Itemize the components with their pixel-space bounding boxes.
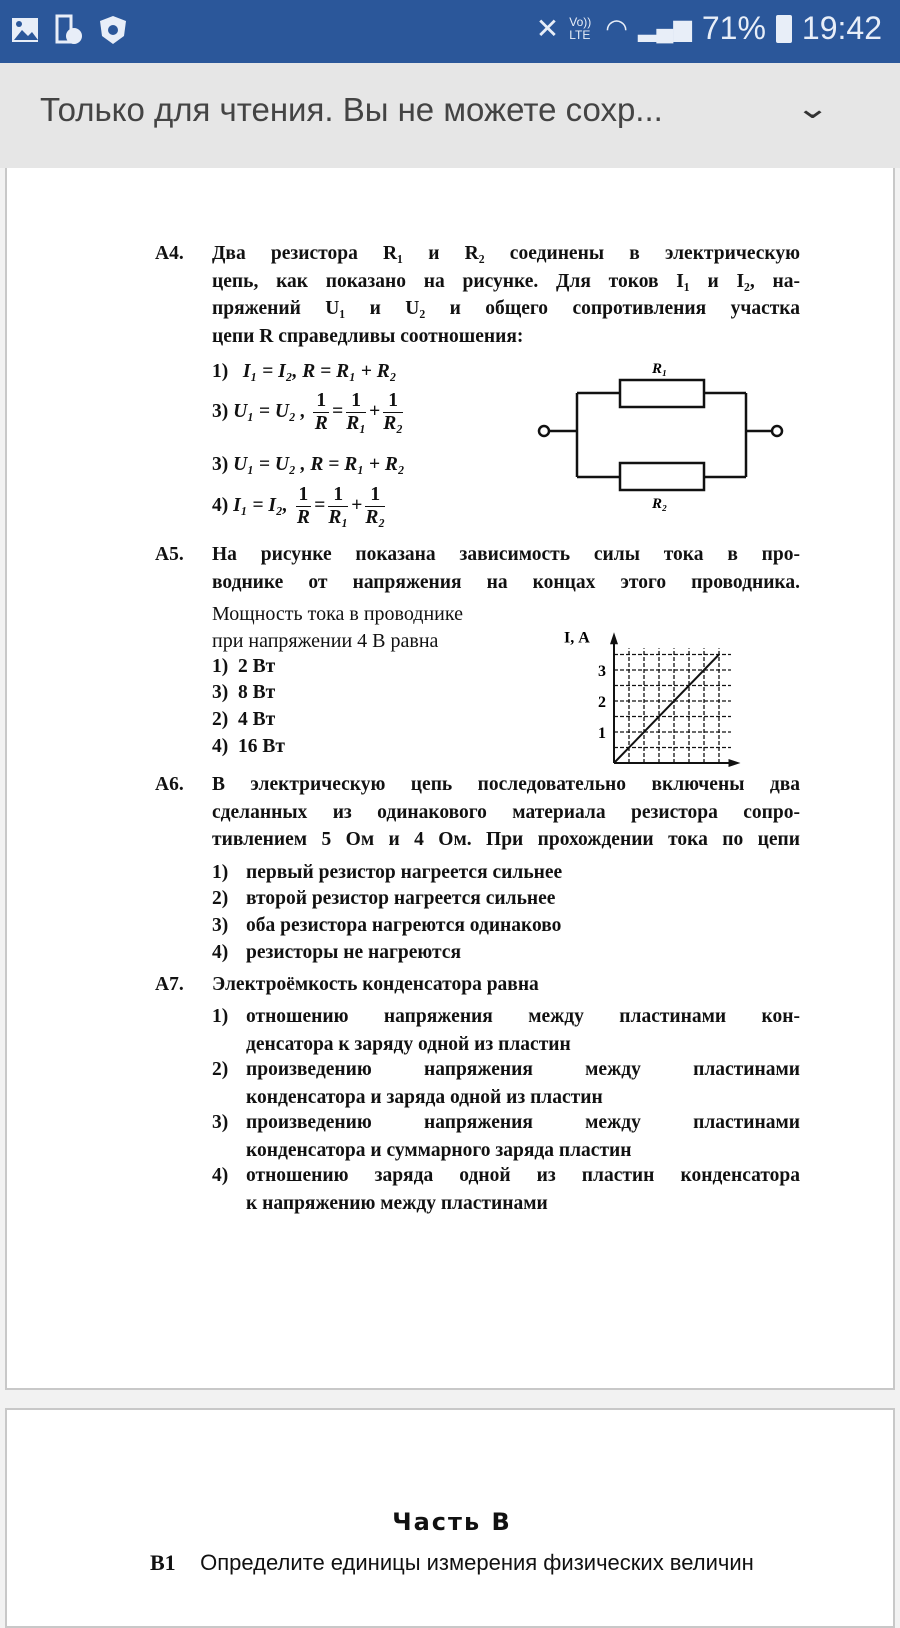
text-line: цепи R справедливы соотношения: [212, 325, 524, 347]
text-line: тивлением 5 Ом и 4 Ом. При прохождении тока по цепи [212, 829, 800, 850]
text-line: сделанных из одинакового материала резистора сопро- [212, 801, 800, 823]
option: 3) произведению напряжения между пластинами конденсатора и суммарного заряда пластин [212, 1112, 800, 1161]
document-page-1 [5, 168, 895, 1390]
chevron-down-icon[interactable]: ⌄ [794, 92, 831, 125]
data-line [614, 655, 719, 764]
gallery-icon [10, 14, 40, 46]
question-number: А4. [155, 243, 184, 264]
option: 3) U₁ = U₂ , $\frac{1}{R}$ = $\frac{1}{\text{R₁}}$ + $\frac{1}{\text{R₂}}$ [212, 390, 403, 434]
r2-label: R₂ [652, 496, 668, 512]
y-tick-label: 1 [598, 725, 606, 742]
banner-title: Только для чтения. Вы не можете сохр... [40, 91, 663, 128]
y-tick-label: 3 [598, 663, 606, 680]
y-axis-arrow [610, 632, 618, 644]
option: 2) 4 Вт [212, 709, 276, 730]
option: 4) резисторы не нагреются [212, 942, 462, 963]
mute-icon: ✕ [535, 13, 560, 44]
option: 1) первый резистор нагреется сильнее [212, 862, 563, 883]
r1-label: R₁ [652, 361, 668, 377]
circuit-diagram [532, 353, 792, 513]
antivirus-icon [98, 14, 128, 46]
wifi-icon: ◠ [605, 13, 628, 43]
option: 2) произведению напряжения между пластинами конденсатора и заряда одной из пластин [212, 1059, 800, 1108]
fraction: $\frac{1}{R}$ [296, 484, 310, 528]
question-a4 [155, 240, 800, 528]
question-number: А7. [155, 974, 184, 995]
text-line: цепь, как показано на рисунке. Для токов I₁ и I₂, на- [212, 270, 800, 292]
question-b1: В1 Определите единицы измерения физических величин [150, 1550, 754, 1575]
read-only-banner[interactable] [0, 63, 900, 168]
status-bar [0, 0, 900, 63]
section-heading: Часть В [392, 1508, 512, 1536]
battery-text: 71% [701, 10, 766, 46]
question-number: А5. [155, 544, 184, 565]
y-axis-label: I, А [564, 629, 590, 647]
text-line: На рисунке показана зависимость силы тока в про- [212, 544, 800, 565]
signal-icon: ▂▄▆ [637, 15, 692, 42]
question-a7 [155, 971, 800, 1214]
text-line: Электроёмкость конденсатора равна [212, 974, 539, 995]
x-axis-arrow [729, 759, 741, 767]
option: 1) отношению напряжения между пластинами кон- денсатора к заряду одной из пластин [212, 1006, 800, 1055]
option: 4) 16 Вт [212, 736, 285, 757]
current-voltage-chart [552, 598, 772, 768]
clock: 19:42 [801, 10, 882, 46]
battery-icon [776, 15, 792, 43]
option: 4) отношению заряда одной из пластин конденсатора к напряжению между пластинами [212, 1165, 800, 1214]
y-tick-label: 2 [598, 694, 606, 711]
option: 1) 2 Вт [212, 656, 276, 677]
option: 3) оба резистора нагреются одинаково [212, 915, 562, 936]
text-line: В электрическую цепь последовательно включены два [212, 774, 800, 795]
question-a6 [155, 771, 800, 963]
volte-icon: Vo)) LTE [569, 14, 592, 42]
fraction: $\frac{1}{R}$ [314, 390, 328, 434]
text-line: пряжений U₁ и U₂ и общего сопротивления участка [212, 298, 800, 319]
option: 3) U₁ = U₂ , R = R₁ + R₂ [212, 454, 405, 475]
question-text: Мощность тока в проводнике при напряжении 4 В равна [212, 603, 463, 652]
text-line: Два резистора R₁ и R₂ соединены в электрическую [212, 243, 800, 264]
text-line: воднике от напряжения на концах этого проводника. [212, 571, 800, 593]
screen-recorder-icon [54, 14, 84, 46]
document-page-2 [5, 1408, 895, 1628]
option: 3) 8 Вт [212, 682, 276, 703]
question-number: А6. [155, 774, 184, 795]
option: 4) I₁ = I₂, $\frac{1}{R}$ = $\frac{1}{\text{R₁}}$ + $\frac{1}{\text{R₂}}$ [212, 484, 386, 528]
option: 2) второй резистор нагреется сильнее [212, 888, 556, 909]
option: 1) I₁ = I₂, R = R₁ + R₂ [212, 361, 397, 382]
